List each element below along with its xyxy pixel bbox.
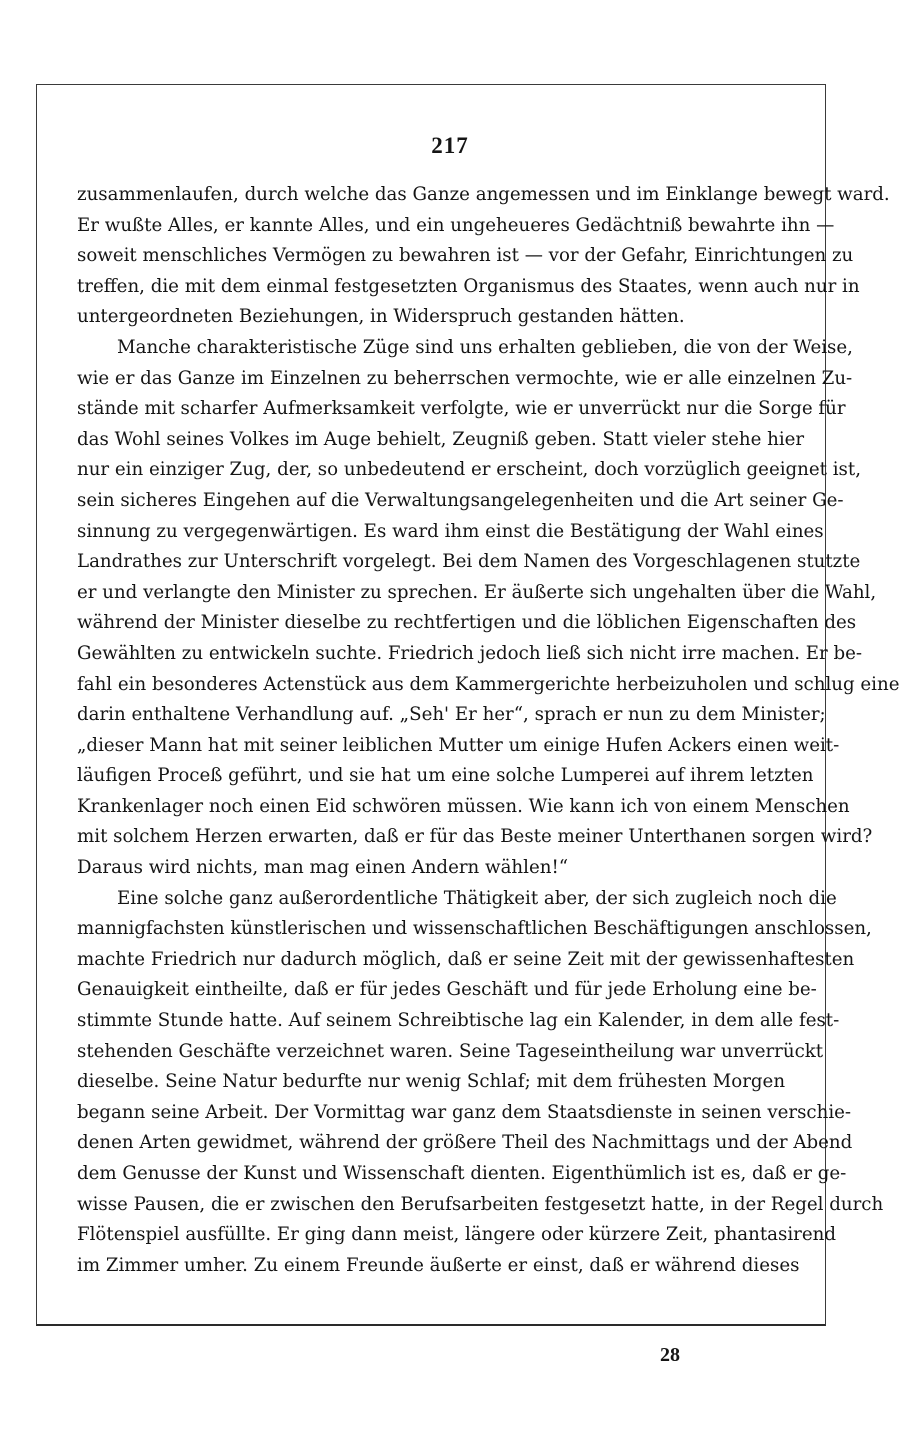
- body-text: [77, 180, 900, 1281]
- text-line: begann seine Arbeit. Der Vormittag war ganz dem Staatsdienste in seinen verschie-: [77, 1101, 852, 1123]
- text-line: untergeordneten Beziehungen, in Widerspruch gestanden hätten.: [77, 306, 685, 328]
- text-line: darin enthaltene Verhandlung auf. „Seh' Er her“, sprach er nun zu dem Minister;: [77, 704, 826, 726]
- text-line: während der Minister dieselbe zu rechtfertigen und die löblichen Eigenschaften des: [77, 612, 857, 634]
- text-line: Manche charakteristische Züge sind uns erhalten geblieben, die von der Weise,: [117, 336, 853, 358]
- text-line: stimmte Stunde hatte. Auf seinem Schreibtische lag ein Kalender, in dem alle fest-: [77, 1010, 840, 1032]
- text-line: sinnung zu vergegenwärtigen. Es ward ihm einst die Bestätigung der Wahl eines: [77, 520, 824, 542]
- text-line: mit solchem Herzen erwarten, daß er für das Beste meiner Unterthanen sorgen wird?: [77, 826, 873, 848]
- text-line: wie er das Ganze im Einzelnen zu beherrschen vermochte, wie er alle einzelnen Zu-: [77, 367, 853, 389]
- text-line: treffen, die mit dem einmal festgesetzten Organismus des Staates, wenn auch nur in: [77, 275, 860, 297]
- text-line: fahl ein besonderes Actenstück aus dem Kammergerichte herbeizuholen und schlug eine: [77, 673, 900, 695]
- text-line: im Zimmer umher. Zu einem Freunde äußerte er einst, daß er während dieses: [77, 1254, 800, 1276]
- text-line: das Wohl seines Volkes im Auge behielt, Zeugniß geben. Statt vieler stehe hier: [77, 428, 805, 450]
- text-line: Gewählten zu entwickeln suchte. Friedrich jedoch ließ sich nicht irre machen. Er be-: [77, 642, 863, 664]
- text-line: läufigen Proceß geführt, und sie hat um eine solche Lumperei auf ihrem letzten: [77, 765, 814, 787]
- text-line: Genauigkeit eintheilte, daß er für jedes Geschäft und für jede Erholung eine be-: [77, 979, 817, 1001]
- text-line: „dieser Mann hat mit seiner leiblichen Mutter um einige Hufen Ackers einen weit-: [77, 734, 840, 756]
- text-line: dieselbe. Seine Natur bedurfte nur wenig Schlaf; mit dem frühesten Morgen: [77, 1071, 786, 1093]
- text-line: machte Friedrich nur dadurch möglich, daß er seine Zeit mit der gewissenhaftesten: [77, 948, 855, 970]
- text-line: Daraus wird nichts, man mag einen Andern wählen!“: [77, 857, 569, 879]
- text-line: denen Arten gewidmet, während der größere Theil des Nachmittags und der Abend: [77, 1132, 853, 1154]
- page-number: 217: [431, 133, 469, 158]
- text-line: soweit menschliches Vermögen zu bewahren ist — vor der Gefahr, Einrichtungen zu: [77, 245, 854, 267]
- text-line: Landrathes zur Unterschrift vorgelegt. Bei dem Namen des Vorgeschlagenen stutzte: [77, 551, 861, 573]
- text-line: sein sicheres Eingehen auf die Verwaltungsangelegenheiten und die Art seiner Ge-: [77, 489, 844, 511]
- text-line: stehenden Geschäfte verzeichnet waren. Seine Tageseintheilung war unverrückt: [77, 1040, 824, 1062]
- text-line: mannigfachsten künstlerischen und wissenschaftlichen Beschäftigungen anschlossen,: [77, 918, 872, 940]
- text-line: stände mit scharfer Aufmerksamkeit verfolgte, wie er unverrückt nur die Sorge für: [77, 398, 846, 420]
- text-line: dem Genusse der Kunst und Wissenschaft dienten. Eigenthümlich ist es, daß er ge-: [77, 1163, 847, 1184]
- text-line: Eine solche ganz außerordentliche Thätigkeit aber, der sich zugleich noch die: [117, 887, 837, 909]
- text-line: zusammenlaufen, durch welche das Ganze angemessen und im Einklange bewegt ward.: [77, 184, 890, 205]
- text-line: Krankenlager noch einen Eid schwören müssen. Wie kann ich von einem Menschen: [77, 795, 850, 817]
- signature-mark: 28: [660, 1344, 680, 1366]
- text-line: nur ein einziger Zug, der, so unbedeutend er erscheint, doch vorzüglich geeignet ist,: [77, 459, 861, 481]
- text-line: Er wußte Alles, er kannte Alles, und ein ungeheueres Gedächtniß bewahrte ihn —: [77, 214, 835, 236]
- text-line: Flötenspiel ausfüllte. Er ging dann meist, längere oder kürzere Zeit, phantasirend: [77, 1224, 836, 1246]
- text-line: er und verlangte den Minister zu sprechen. Er äußerte sich ungehalten über die Wahl,: [77, 581, 877, 603]
- text-line: wisse Pausen, die er zwischen den Berufsarbeiten festgesetzt hatte, in der Regel durch: [77, 1193, 884, 1215]
